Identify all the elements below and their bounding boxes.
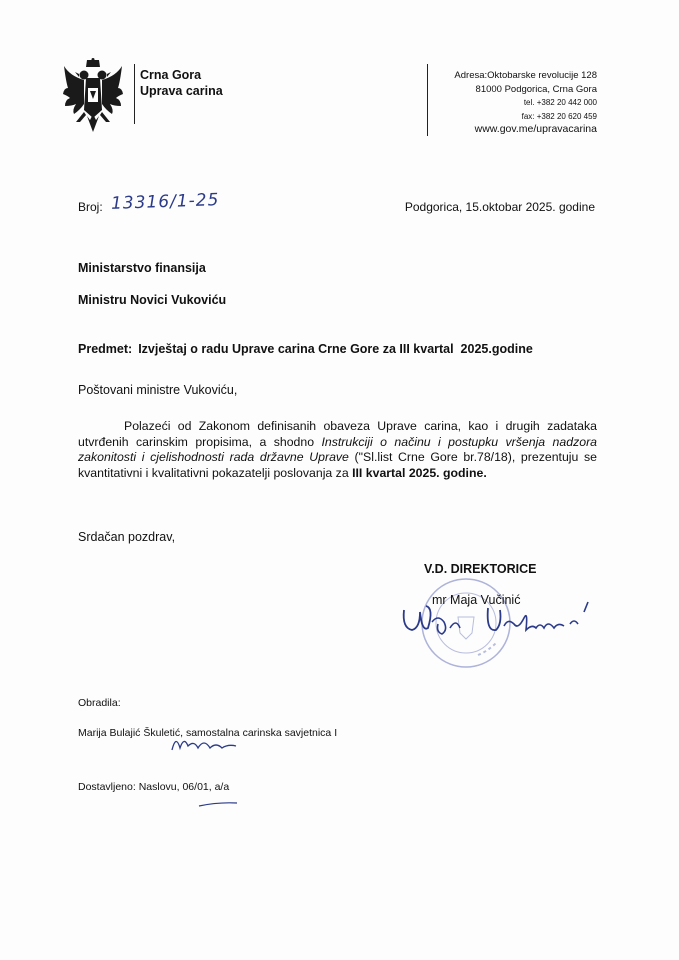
preparer-name: Marija Bulajić Škuletić, samostalna carinska savjetnica I: [78, 727, 338, 739]
letter-date: Podgorica, 15.oktobar 2025. godine: [404, 200, 595, 214]
subject-label: Predmet:: [78, 342, 133, 356]
header-divider-right: [427, 64, 428, 136]
prepared-by-label: Obradila:: [78, 697, 121, 709]
address-line-1: Adresa:Oktobarske revolucije 128: [454, 70, 597, 81]
reference-label: Broj:: [78, 200, 103, 214]
body-paragraph: [78, 419, 597, 481]
subject-text: Izvještaj o radu Uprave carina Crne Gore za III kvartal 2025.godine: [138, 342, 533, 356]
header-divider-left: [134, 64, 135, 124]
delivery-mark-icon: [198, 800, 238, 808]
address-line-2: 81000 Podgorica, Crna Gora: [475, 83, 597, 95]
country-name: Crna Gora: [140, 68, 202, 82]
body-text-italic: Instrukciji o načinu i postupku vršenja nadzora zakonitosti i cjelishodnosti rada državne Uprave: [78, 434, 597, 464]
website: www.gov.me/upravacarina: [474, 123, 597, 135]
organization-name: [140, 67, 223, 99]
body-text-bold: III kvartal 2025. godine.: [352, 465, 487, 480]
handwritten-signature-icon: [398, 588, 608, 648]
fax: fax: +382 20 620 459: [521, 111, 597, 121]
closing-phrase: Srdačan pozdrav,: [78, 530, 176, 544]
recipient-ministry: Ministarstvo finansija: [78, 261, 206, 275]
reference-number-handwritten: 13316/1-25: [110, 190, 220, 214]
coat-of-arms-icon: [62, 58, 124, 138]
telephone: tel. +382 20 442 000: [523, 98, 597, 107]
body-text-part-1: Polazeći od Zakonom definisanih obaveza Uprave carina, kao i drugih zadataka utvrđenih carinskim propisima, a shodno: [78, 419, 597, 449]
agency-name: Uprava carina: [140, 84, 223, 98]
salutation: Poštovani ministre Vukoviću,: [78, 383, 238, 397]
signatory-title: V.D. DIREKTORICE: [424, 562, 537, 576]
signatory-name: mr Maja Vučinić: [432, 593, 521, 607]
preparer-initials-icon: [170, 730, 240, 756]
recipient-person: Ministru Novici Vukoviću: [78, 293, 227, 307]
contact-block: [454, 69, 597, 137]
body-text-part-2: ("Sl.list Crne Gore br.78/18), prezentuju se kvantitativni i kvalitativni pokazatelji poslovanja za: [78, 450, 597, 480]
delivered-to: Dostavljeno: Naslovu, 06/01, a/a: [78, 781, 230, 793]
subject-line: [78, 342, 533, 356]
